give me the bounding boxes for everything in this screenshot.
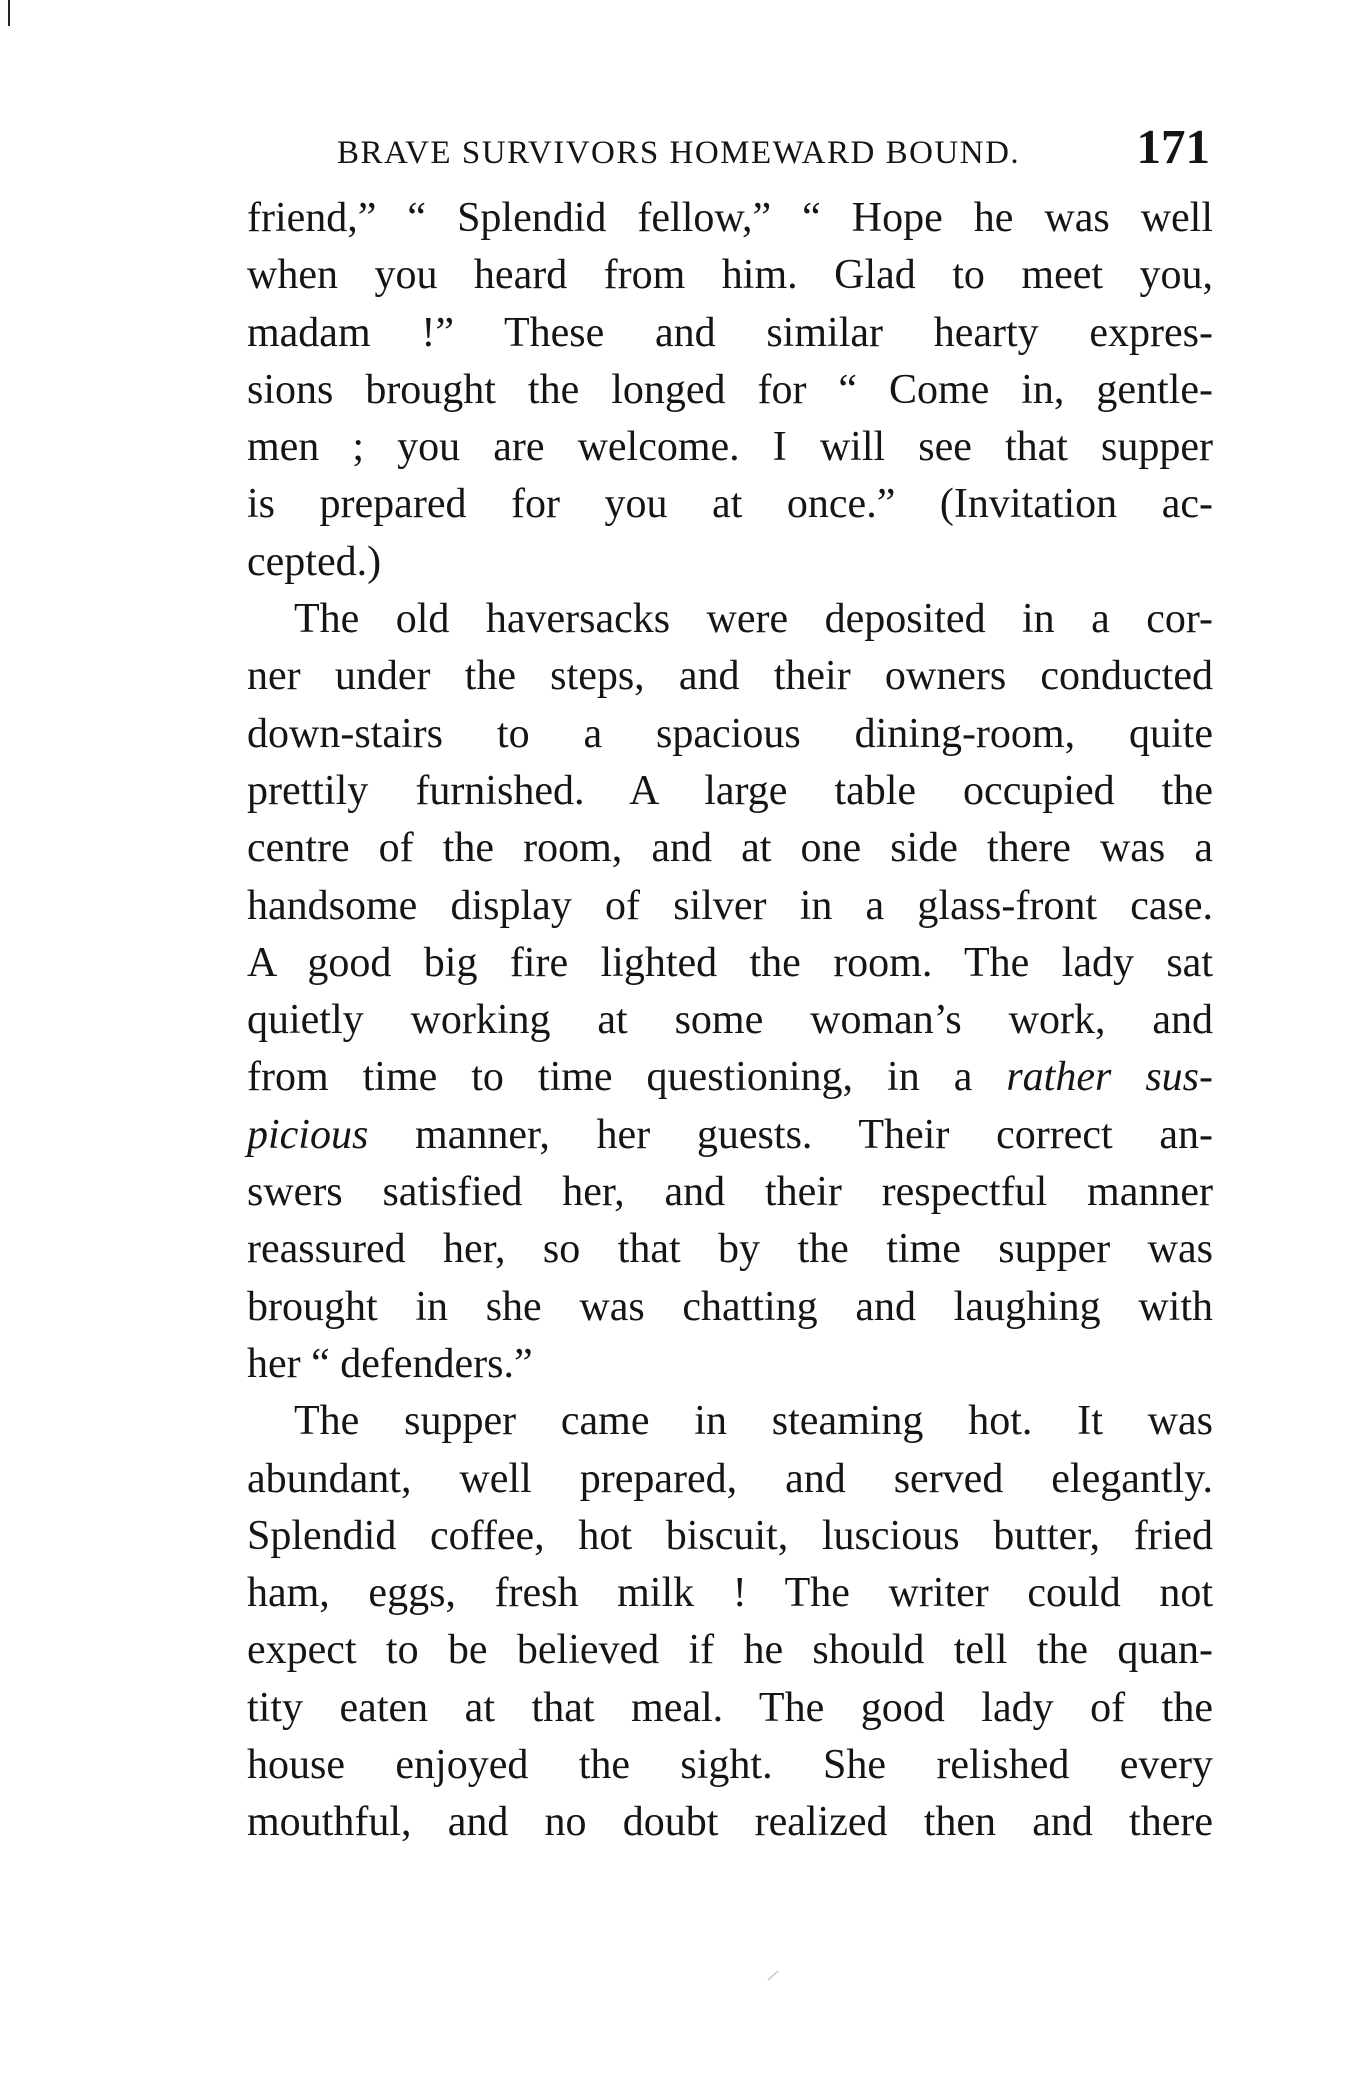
text-line-with-italic <box>247 1049 1213 1106</box>
running-head: BRAVE SURVIVORS HOMEWARD BOUND. <box>337 135 1021 171</box>
scan-edge-mark <box>8 0 10 26</box>
text-line: her “ defenders.” <box>247 1340 533 1387</box>
paragraph-3 <box>247 1393 1213 1851</box>
text-line: madam !” These and similar hearty expres- <box>247 309 1213 356</box>
page-header <box>337 118 1213 174</box>
text-line: centre of the room, and at one side there was a <box>247 825 1213 872</box>
text-line: ner under the steps, and their owners conducted <box>247 653 1213 700</box>
text-line: handsome display of silver in a glass-front case. <box>247 882 1213 929</box>
text-line: quietly working at some woman’s work, and <box>247 997 1213 1044</box>
italic-text: rather sus- <box>1006 1054 1213 1101</box>
page-number: 171 <box>1136 119 1210 174</box>
paragraph-1 <box>247 190 1213 591</box>
text-line: friend,” “ Splendid fellow,” “ Hope he was well <box>247 195 1213 241</box>
text-line: ham, eggs, fresh milk ! The writer could not <box>247 1570 1213 1617</box>
text-line: is prepared for you at once.” (Invitation ac- <box>247 481 1213 528</box>
text-line: prettily furnished. A large table occupied the <box>247 767 1213 814</box>
text-fragment: from time to time questioning, in a <box>247 1054 1007 1101</box>
text-line: Splendid coffee, hot biscuit, luscious butter, fried <box>247 1512 1213 1559</box>
text-line: A good big fire lighted the room. The lady sat <box>247 939 1213 986</box>
text-line: swers satisfied her, and their respectful manner <box>247 1169 1213 1216</box>
text-line: tity eaten at that meal. The good lady of the <box>247 1684 1213 1731</box>
text-line: The supper came in steaming hot. It was <box>294 1398 1213 1445</box>
paragraph-2 <box>247 591 1213 1393</box>
text-line: reassured her, so that by the time supper was <box>247 1226 1213 1273</box>
paper-speck <box>767 1970 778 1980</box>
text-line: abundant, well prepared, and served elegantly. <box>247 1455 1213 1502</box>
page-body <box>247 190 1213 1852</box>
text-line: sions brought the longed for “ Come in, gentle- <box>247 366 1213 413</box>
text-line: when you heard from him. Glad to meet you, <box>247 252 1213 299</box>
italic-text: picious <box>247 1111 369 1158</box>
text-line: cepted.) <box>247 538 382 585</box>
text-line: men ; you are welcome. I will see that supper <box>247 424 1213 471</box>
text-fragment: manner, her guests. Their correct an- <box>368 1111 1213 1158</box>
text-line: The old haversacks were deposited in a cor- <box>294 596 1213 643</box>
text-line: brought in she was chatting and laughing with <box>247 1283 1213 1330</box>
text-line-with-italic <box>247 1107 1213 1164</box>
text-line: mouthful, and no doubt realized then and there <box>247 1799 1213 1846</box>
text-line: expect to be believed if he should tell the quan- <box>247 1627 1213 1674</box>
text-line: house enjoyed the sight. She relished every <box>247 1742 1213 1789</box>
text-line: down-stairs to a spacious dining-room, quite <box>247 710 1213 757</box>
